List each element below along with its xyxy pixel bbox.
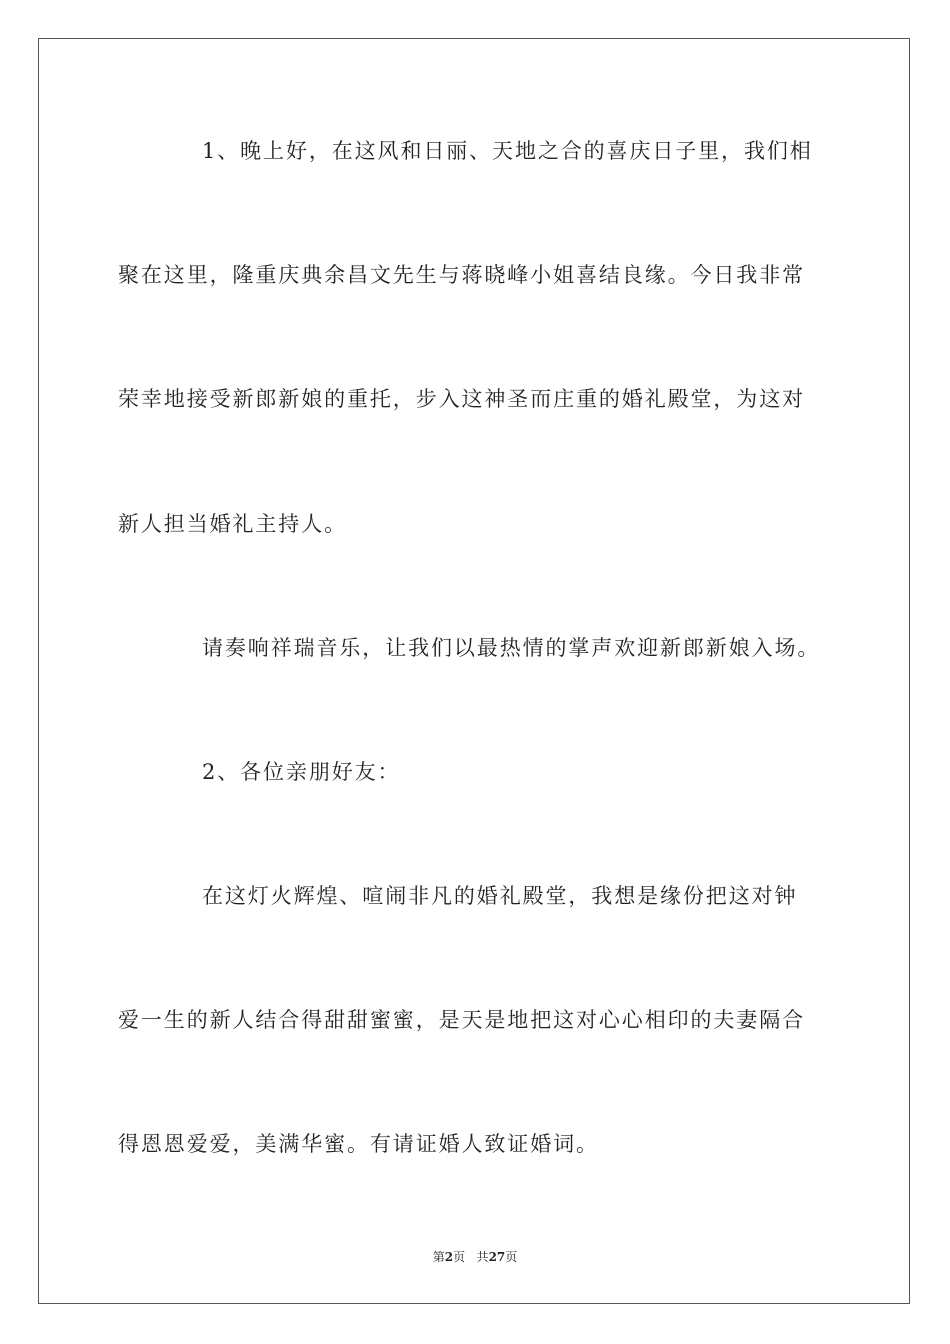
total-prefix: 共: [476, 1250, 489, 1264]
total-pages: 27: [488, 1250, 506, 1264]
paragraph-3-line-1: 2、各位亲朋好友：: [202, 760, 401, 784]
paragraph-1-line-3: 荣幸地接受新郎新娘的重托，步入这神圣而庄重的婚礼殿堂，为这对: [118, 387, 805, 411]
page-footer: [0, 1248, 950, 1265]
paragraph-1-line-4: 新人担当婚礼主持人。: [118, 512, 347, 536]
page-border: [38, 38, 910, 1304]
total-suffix: 页: [505, 1250, 518, 1264]
paragraph-4-line-2: 爱一生的新人结合得甜甜蜜蜜，是天是地把这对心心相印的夫妻隔合: [118, 1008, 805, 1032]
page-number: 2: [444, 1250, 454, 1264]
page-suffix: 页: [453, 1250, 466, 1264]
page-prefix: 第: [432, 1250, 445, 1264]
paragraph-4-line-1: 在这灯火辉煌、喧闹非凡的婚礼殿堂，我想是缘份把这对钟: [202, 884, 798, 908]
paragraph-1-line-1: 1、晚上好，在这风和日丽、天地之合的喜庆日子里，我们相: [202, 139, 813, 163]
paragraph-2-line-1: 请奏响祥瑞音乐，让我们以最热情的掌声欢迎新郎新娘入场。: [202, 636, 821, 660]
paragraph-4-line-3: 得恩恩爱爱，美满华蜜。有请证婚人致证婚词。: [118, 1132, 599, 1156]
paragraph-1-line-2: 聚在这里，隆重庆典余昌文先生与蒋晓峰小姐喜结良缘。今日我非常: [118, 263, 805, 287]
